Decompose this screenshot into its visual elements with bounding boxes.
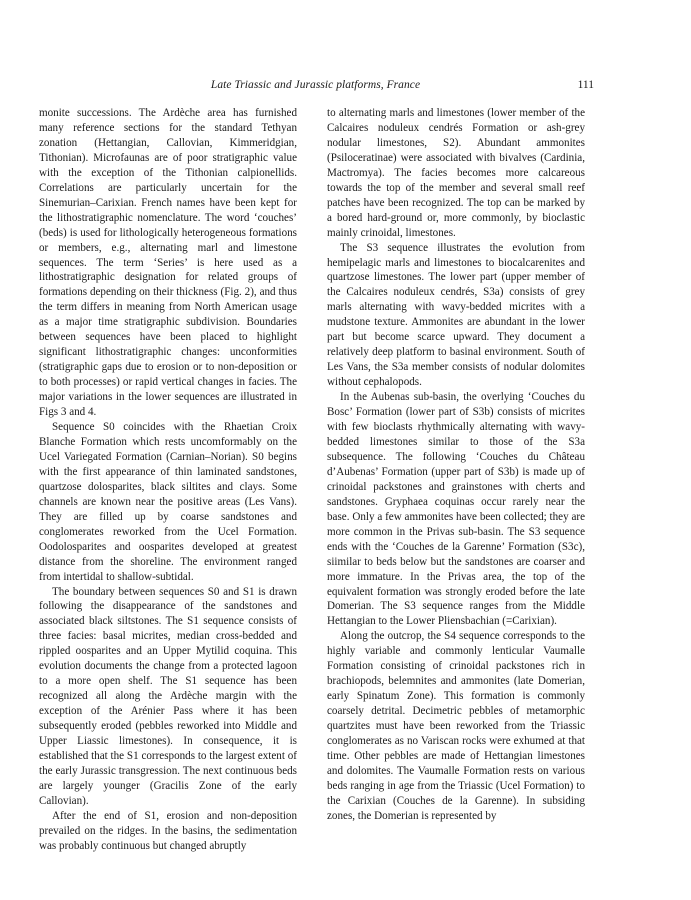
right-column [327,106,585,824]
paragraph: After the end of S1, erosion and non-deposition prevailed on the ridges. In the basins, the sedimentation was probably continuous but changed abruptly [39,809,297,852]
paragraph: The boundary between sequences S0 and S1 is drawn following the disappearance of the sandstones and associated black siltstones. The S1 sequence consists of three facies: basal micrites, median cross-bedded and rippled oosparites and an Upper Mytilid coquina. This evolution documents the change from a protected lagoon to a more open shelf. The S1 sequence has been recognized all along the Ardèche margin with the exception of the Arénier Pass where it has been subsequently eroded (pebbles reworked into Middle and Upper Liassic limestones). In consequence, it is established that the S1 corresponds to the largest extent of the early Jurassic transgression. The next continuous beds are largely younger (Gracilis Zone of the early Callovian). [39,585,297,807]
paragraph: The S3 sequence illustrates the evolution from hemipelagic marls and limestones to biocalcarenites and quartzose limestones. The lower part (upper member of the Calcaires noduleux cendrés, S3a) consists of grey marls alternating with wavy-bedded micrites with a mudstone texture. Ammonites are abundant in the lower part but become scarce upward. They document a relatively deep platform to basinal environment. South of Les Vans, the S3a member consists of nodular dolomites without cephalopods. [327,241,585,389]
paragraph: Sequence S0 coincides with the Rhaetian Croix Blanche Formation which rests uncomformably on the Ucel Variegated Formation (Carnian–Norian). S0 begins with the first appearance of thin laminated sandstones, quartzose dolosparites, black siltites and clays. Some channels are known near the positive areas (Les Vans). They are filled up by coarse sandstones and conglomerates reworked from the Ucel Formation. Oodolosparites and oosparites developed at greatest distance from the shoreline. The environment ranged from intertidal to shallow-subtidal. [39,421,297,583]
paragraph: In the Aubenas sub-basin, the overlying ‘Couches du Bosc’ Formation (lower part of S3b) consists of micrites with few bioclasts rhythmically alternating with wavy-bedded limestones similar to those of the S3a subsequence. The following ‘Couches du Château d’Aubenas’ Formation (upper part of S3b) is made up of crinoidal packstones and grainstones with cherts and sandstones. Gryphaea coquinas occur rarely near the base. Only a few ammonites have been collected; they are more common in the Privas sub-basin. The S3 sequence ends with the ‘Couches de la Garenne’ Formation (S3c), siimilar to beds below but the sandstones are coarser and more immature. In the Privas area, the top of the equivalent formation was strongly eroded before the late Domerian. The S3 sequence ranges from the Middle Hettangian to the Lower Pliensbachian (=Carixian). [327,391,585,628]
paragraph: monite successions. The Ardèche area has furnished many reference sections for the standard Tethyan zonation (Hettangian, Callovian, Kimmeridgian, Tithonian). Microfaunas are of poor stratigraphic value with the exception of the Tithonian calpionellids. Correlations are particularly uncertain for the Sinemurian–Carixian. French names have been kept for the lithostratigraphic nomenclature. The word ‘couches’ (beds) is used for lithologically heterogeneous formations or members, e.g., alternating marl and limestone sequences. The term ‘Series’ is here used as a lithostratigraphic designation for related groups of formations depending on their thickness (Fig. 2), and thus the term differs in meaning from North American usage as a major time stratigraphic subdivision. Boundaries between sequences have been placed to highlight significant lithostratigraphic changes: unconformities (stratigraphic gaps due to erosion or to non-deposition or to both processes) or rapid vertical changes in facies. The major variations in the lower sequences are illustrated in Figs 3 and 4. [39,107,297,419]
paragraph: to alternating marls and limestones (lower member of the Calcaires noduleux cendrés Formation or ash-grey nodular limestones, S2). Abundant ammonites (Psiloceratinae) were associated with bivalves (Cardinia, Mactromya). The facies becomes more calcareous towards the top of the member and several small reef patches have been recognized. The top can be marked by a bored hard-ground or, more commonly, by bioclastic mainly crinoidal, limestones. [327,107,585,239]
page-number: 111 [577,79,594,91]
paragraph: Along the outcrop, the S4 sequence corresponds to the highly variable and commonly lenticular Vaumalle Formation consisting of crinoidal packstones rich in brachiopods, belemnites and ammonites (late Domerian, early Spinatum Zone). This formation is commonly coarsely detrital. Decimetric pebbles of metamorphic quartzites must have been reworked from the Triassic conglomerates as no Variscan rocks were exhumed at that time. Other pebbles are made of Hettangian limestones and dolomites. The Vaumalle Formation rests on various beds ranging in age from the Triassic (Ucel Formation) to the Carixian (Couches de la Garenne). In subsiding zones, the Domerian is represented by [327,630,585,822]
left-column [39,106,297,854]
running-title: Late Triassic and Jurassic platforms, France [210,79,421,91]
